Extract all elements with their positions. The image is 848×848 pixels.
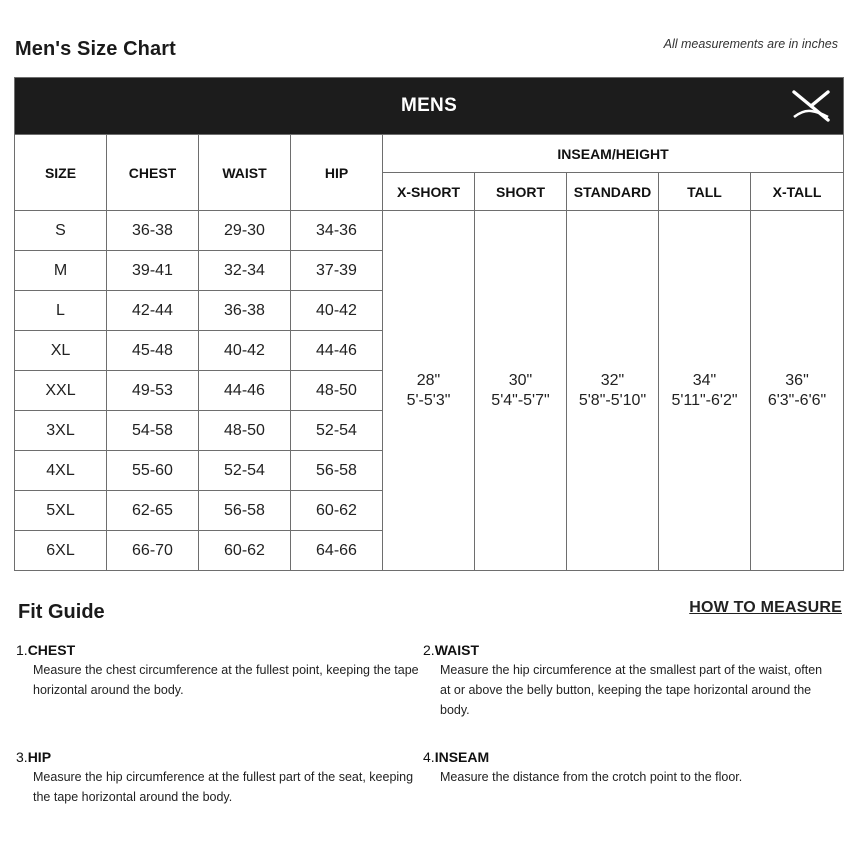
units-note: All measurements are in inches bbox=[663, 37, 838, 51]
col-header-standard: STANDARD bbox=[567, 173, 659, 211]
col-header-x-short: X-SHORT bbox=[383, 173, 475, 211]
height-range: 5'11"-6'2" bbox=[671, 391, 738, 409]
table-row bbox=[15, 211, 844, 251]
hip-cell: 56-58 bbox=[291, 451, 383, 491]
waist-cell: 44-46 bbox=[199, 371, 291, 411]
col-header-chest: CHEST bbox=[107, 135, 199, 211]
size-chart-table bbox=[14, 77, 844, 571]
col-header-inseam-height: INSEAM/HEIGHT bbox=[383, 135, 844, 173]
size-cell: S bbox=[15, 211, 107, 251]
hip-cell: 44-46 bbox=[291, 331, 383, 371]
guide-description: Measure the hip circumference at the smallest part of the waist, often at or above the belly button, keeping the tape horizontal around the body. bbox=[440, 663, 823, 717]
guide-description: Measure the chest circumference at the fullest point, keeping the tape horizontal around the body. bbox=[33, 663, 419, 697]
waist-cell: 32-34 bbox=[199, 251, 291, 291]
guide-description: Measure the distance from the crotch point to the floor. bbox=[440, 770, 743, 784]
how-to-measure-link[interactable]: HOW TO MEASURE bbox=[689, 599, 842, 616]
inseam-cell-x-tall bbox=[751, 211, 844, 571]
chest-cell: 39-41 bbox=[107, 251, 199, 291]
waist-cell: 60-62 bbox=[199, 531, 291, 571]
hip-cell: 48-50 bbox=[291, 371, 383, 411]
guide-heading bbox=[16, 749, 426, 765]
height-range: 5'-5'3" bbox=[406, 391, 451, 409]
waist-cell: 29-30 bbox=[199, 211, 291, 251]
inseam-value: 28" bbox=[416, 371, 441, 389]
guide-number: 3. bbox=[16, 749, 28, 765]
waist-cell: 52-54 bbox=[199, 451, 291, 491]
chest-cell: 49-53 bbox=[107, 371, 199, 411]
header-row bbox=[15, 135, 844, 173]
fit-guide-item-chest bbox=[16, 642, 426, 700]
chest-cell: 66-70 bbox=[107, 531, 199, 571]
fit-guide-item-waist bbox=[423, 642, 833, 720]
hip-cell: 34-36 bbox=[291, 211, 383, 251]
size-cell: XL bbox=[15, 331, 107, 371]
guide-description: Measure the hip circumference at the fullest part of the seat, keeping the tape horizontal around the body. bbox=[33, 770, 414, 804]
size-cell: 4XL bbox=[15, 451, 107, 491]
chest-cell: 55-60 bbox=[107, 451, 199, 491]
hip-cell: 40-42 bbox=[291, 291, 383, 331]
chest-cell: 45-48 bbox=[107, 331, 199, 371]
col-header-x-tall: X-TALL bbox=[751, 173, 844, 211]
size-cell: 3XL bbox=[15, 411, 107, 451]
height-range: 5'4"-5'7" bbox=[491, 391, 550, 409]
fit-guide-item-inseam bbox=[423, 749, 833, 787]
guide-number: 4. bbox=[423, 749, 435, 765]
inseam-cell-short bbox=[475, 211, 567, 571]
size-cell: L bbox=[15, 291, 107, 331]
fit-guide-item-hip bbox=[16, 749, 426, 807]
table-banner bbox=[15, 78, 844, 135]
waist-cell: 56-58 bbox=[199, 491, 291, 531]
chest-cell: 62-65 bbox=[107, 491, 199, 531]
inseam-cell-standard bbox=[567, 211, 659, 571]
guide-number: 1. bbox=[16, 642, 28, 658]
inseam-value: 36" bbox=[785, 371, 809, 389]
waist-cell: 48-50 bbox=[199, 411, 291, 451]
inseam-cell-tall bbox=[659, 211, 751, 571]
size-cell: 5XL bbox=[15, 491, 107, 531]
guide-title: HIP bbox=[27, 749, 52, 765]
col-header-short: SHORT bbox=[475, 173, 567, 211]
banner-title: MENS bbox=[400, 95, 458, 116]
size-cell: 6XL bbox=[15, 531, 107, 571]
page-title: Men's Size Chart bbox=[15, 38, 176, 60]
guide-heading bbox=[423, 642, 833, 658]
inseam-cell-x-short bbox=[383, 211, 475, 571]
brand-x-logo-icon bbox=[791, 89, 831, 123]
height-range: 6'3"-6'6" bbox=[767, 391, 827, 409]
guide-title: WAIST bbox=[434, 642, 480, 658]
col-header-size: SIZE bbox=[15, 135, 107, 211]
waist-cell: 36-38 bbox=[199, 291, 291, 331]
guide-heading bbox=[16, 642, 426, 658]
chest-cell: 36-38 bbox=[107, 211, 199, 251]
guide-title: INSEAM bbox=[434, 749, 490, 765]
inseam-value: 34" bbox=[692, 371, 717, 389]
waist-cell: 40-42 bbox=[199, 331, 291, 371]
fit-guide-title: Fit Guide bbox=[18, 601, 105, 623]
chest-cell: 54-58 bbox=[107, 411, 199, 451]
hip-cell: 52-54 bbox=[291, 411, 383, 451]
guide-heading bbox=[423, 749, 833, 765]
hip-cell: 37-39 bbox=[291, 251, 383, 291]
inseam-value: 32" bbox=[600, 371, 625, 389]
size-cell: XXL bbox=[15, 371, 107, 411]
inseam-value: 30" bbox=[508, 371, 533, 389]
col-header-tall: TALL bbox=[659, 173, 751, 211]
size-cell: M bbox=[15, 251, 107, 291]
hip-cell: 60-62 bbox=[291, 491, 383, 531]
height-range: 5'8"-5'10" bbox=[578, 391, 647, 409]
col-header-waist: WAIST bbox=[199, 135, 291, 211]
chest-cell: 42-44 bbox=[107, 291, 199, 331]
hip-cell: 64-66 bbox=[291, 531, 383, 571]
guide-number: 2. bbox=[423, 642, 435, 658]
col-header-hip: HIP bbox=[291, 135, 383, 211]
guide-title: CHEST bbox=[27, 642, 76, 658]
